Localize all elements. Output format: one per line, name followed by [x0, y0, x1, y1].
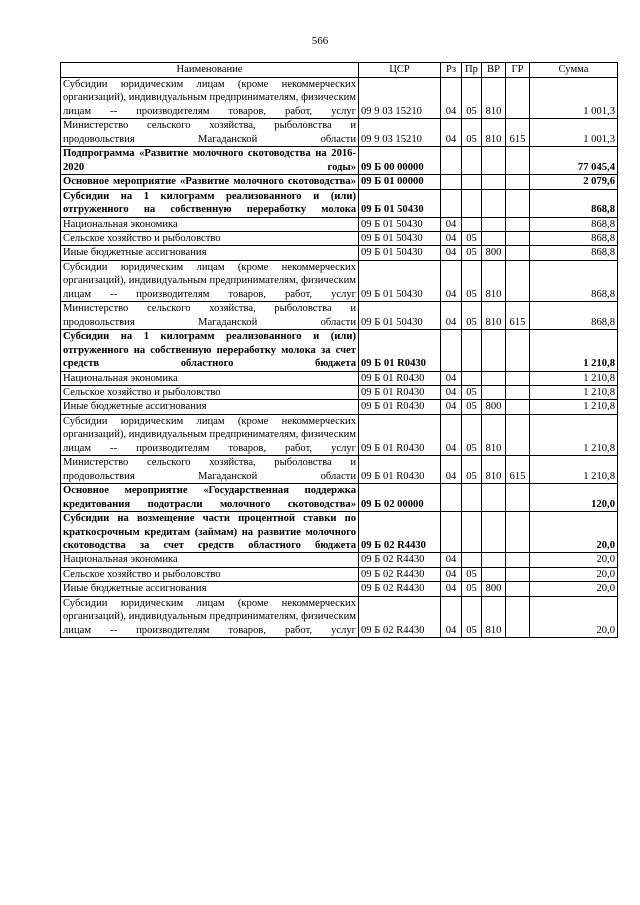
cell-rz: 04 — [441, 231, 462, 245]
table-row — [61, 175, 618, 189]
cell-pr: 05 — [462, 119, 482, 147]
cell-csr: 09 Б 02 R4430 — [359, 567, 441, 581]
cell-vr: 810 — [482, 119, 506, 147]
cell-pr — [462, 175, 482, 189]
cell-name: Иные бюджетные ассигнования — [61, 246, 359, 260]
cell-csr: 09 Б 02 00000 — [359, 484, 441, 512]
cell-name: Министерство сельского хозяйства, рыболовства и продовольствия Магаданской области — [61, 456, 359, 484]
table-row — [61, 456, 618, 484]
header-vr: ВР — [482, 63, 506, 78]
cell-pr: 05 — [462, 400, 482, 414]
table-body — [61, 78, 618, 638]
cell-sum: 20,0 — [530, 582, 618, 596]
cell-sum: 77 045,4 — [530, 147, 618, 175]
table-row — [61, 147, 618, 175]
cell-rz: 04 — [441, 246, 462, 260]
cell-vr: 810 — [482, 78, 506, 119]
cell-rz: 04 — [441, 78, 462, 119]
cell-csr: 09 Б 02 R4430 — [359, 512, 441, 553]
cell-csr: 09 Б 01 R0430 — [359, 400, 441, 414]
cell-name: Субсидии юридическим лицам (кроме некоммерческих организаций), индивидуальным предпринимателям, физическим лицам -- производителям товаров, работ, услуг — [61, 260, 359, 301]
cell-csr: 09 Б 01 50430 — [359, 246, 441, 260]
cell-name: Национальная экономика — [61, 371, 359, 385]
cell-rz: 04 — [441, 385, 462, 399]
cell-gr — [506, 147, 530, 175]
cell-csr: 09 Б 01 R0430 — [359, 330, 441, 371]
table-row — [61, 330, 618, 371]
cell-vr: 800 — [482, 246, 506, 260]
cell-name: Министерство сельского хозяйства, рыболовства и продовольствия Магаданской области — [61, 119, 359, 147]
table-row — [61, 596, 618, 637]
cell-pr — [462, 189, 482, 217]
table-row — [61, 302, 618, 330]
cell-gr — [506, 260, 530, 301]
table-row — [61, 414, 618, 455]
cell-rz: 04 — [441, 302, 462, 330]
cell-csr: 09 Б 00 00000 — [359, 147, 441, 175]
cell-name: Субсидии на возмещение части процентной ставки по краткосрочным кредитам (займам) на развитие молочного скотоводства за счет средств областного бюджета — [61, 512, 359, 553]
cell-rz: 04 — [441, 260, 462, 301]
cell-gr — [506, 400, 530, 414]
cell-vr: 810 — [482, 302, 506, 330]
cell-pr: 05 — [462, 456, 482, 484]
cell-name: Субсидии юридическим лицам (кроме некоммерческих организаций), индивидуальным предпринимателям, физическим лицам -- производителям товаров, работ, услуг — [61, 596, 359, 637]
table-row — [61, 246, 618, 260]
cell-rz: 04 — [441, 414, 462, 455]
cell-vr: 810 — [482, 414, 506, 455]
cell-vr — [482, 147, 506, 175]
cell-pr: 05 — [462, 78, 482, 119]
cell-name: Иные бюджетные ассигнования — [61, 582, 359, 596]
cell-sum: 868,8 — [530, 302, 618, 330]
cell-rz — [441, 512, 462, 553]
cell-pr — [462, 330, 482, 371]
cell-csr: 09 9 03 15210 — [359, 78, 441, 119]
cell-gr — [506, 512, 530, 553]
table-row — [61, 553, 618, 567]
cell-pr — [462, 217, 482, 231]
cell-pr: 05 — [462, 385, 482, 399]
cell-gr — [506, 484, 530, 512]
cell-sum: 1 001,3 — [530, 119, 618, 147]
cell-gr — [506, 231, 530, 245]
cell-gr — [506, 371, 530, 385]
cell-csr: 09 9 03 15210 — [359, 119, 441, 147]
table-row — [61, 78, 618, 119]
cell-vr — [482, 231, 506, 245]
header-rz: Рз — [441, 63, 462, 78]
cell-csr: 09 Б 01 R0430 — [359, 371, 441, 385]
cell-rz — [441, 484, 462, 512]
cell-gr — [506, 596, 530, 637]
cell-pr: 05 — [462, 567, 482, 581]
cell-vr — [482, 175, 506, 189]
table-header — [61, 63, 618, 78]
cell-sum: 1 210,8 — [530, 385, 618, 399]
cell-name: Субсидии на 1 килограмм реализованного и (или) отгруженного на собственную переработку молока за счет средств областного бюджета — [61, 330, 359, 371]
cell-pr — [462, 553, 482, 567]
cell-csr: 09 Б 01 R0430 — [359, 385, 441, 399]
cell-sum: 868,8 — [530, 217, 618, 231]
cell-vr: 810 — [482, 456, 506, 484]
cell-pr: 05 — [462, 231, 482, 245]
cell-sum: 20,0 — [530, 553, 618, 567]
cell-sum: 868,8 — [530, 189, 618, 217]
table-row — [61, 567, 618, 581]
cell-pr: 05 — [462, 246, 482, 260]
header-sum: Сумма — [530, 63, 618, 78]
cell-rz: 04 — [441, 371, 462, 385]
cell-rz: 04 — [441, 553, 462, 567]
cell-name: Субсидии юридическим лицам (кроме некоммерческих организаций), индивидуальным предпринимателям, физическим лицам -- производителям товаров, работ, услуг — [61, 78, 359, 119]
cell-rz: 04 — [441, 567, 462, 581]
cell-csr: 09 Б 01 50430 — [359, 217, 441, 231]
table-row — [61, 400, 618, 414]
cell-vr — [482, 484, 506, 512]
cell-name: Основное мероприятие «Государственная поддержка кредитования подотрасли молочного скотоводства» — [61, 484, 359, 512]
cell-vr: 800 — [482, 582, 506, 596]
table-row — [61, 217, 618, 231]
header-gr: ГР — [506, 63, 530, 78]
cell-gr — [506, 189, 530, 217]
cell-rz: 04 — [441, 582, 462, 596]
cell-pr: 05 — [462, 582, 482, 596]
cell-rz: 04 — [441, 456, 462, 484]
cell-gr — [506, 582, 530, 596]
cell-pr: 05 — [462, 260, 482, 301]
cell-gr: 615 — [506, 302, 530, 330]
cell-name: Основное мероприятие «Развитие молочного скотоводства» — [61, 175, 359, 189]
cell-csr: 09 Б 02 R4430 — [359, 582, 441, 596]
cell-name: Подпрограмма «Развитие молочного скотоводства на 2016-2020 годы» — [61, 147, 359, 175]
cell-sum: 868,8 — [530, 231, 618, 245]
cell-vr: 810 — [482, 260, 506, 301]
cell-gr: 615 — [506, 456, 530, 484]
cell-rz — [441, 175, 462, 189]
cell-gr — [506, 330, 530, 371]
cell-gr — [506, 217, 530, 231]
cell-pr — [462, 147, 482, 175]
cell-sum: 20,0 — [530, 567, 618, 581]
header-row — [61, 63, 618, 78]
cell-vr — [482, 217, 506, 231]
table-row — [61, 582, 618, 596]
cell-sum: 1 001,3 — [530, 78, 618, 119]
cell-name: Субсидии на 1 килограмм реализованного и (или) отгруженного на собственную переработку молока — [61, 189, 359, 217]
table-row — [61, 512, 618, 553]
cell-pr — [462, 512, 482, 553]
header-csr: ЦСР — [359, 63, 441, 78]
cell-sum: 1 210,8 — [530, 456, 618, 484]
cell-pr: 05 — [462, 302, 482, 330]
cell-name: Национальная экономика — [61, 553, 359, 567]
cell-vr — [482, 512, 506, 553]
cell-csr: 09 Б 01 50430 — [359, 260, 441, 301]
cell-csr: 09 Б 01 00000 — [359, 175, 441, 189]
cell-pr — [462, 484, 482, 512]
table-row — [61, 260, 618, 301]
cell-vr — [482, 567, 506, 581]
table-row — [61, 371, 618, 385]
cell-csr: 09 Б 01 50430 — [359, 302, 441, 330]
cell-name: Субсидии юридическим лицам (кроме некоммерческих организаций), индивидуальным предпринимателям, физическим лицам -- производителям товаров, работ, услуг — [61, 414, 359, 455]
table-row — [61, 484, 618, 512]
cell-gr: 615 — [506, 119, 530, 147]
cell-vr: 810 — [482, 596, 506, 637]
table-row — [61, 119, 618, 147]
cell-sum: 20,0 — [530, 596, 618, 637]
cell-vr — [482, 371, 506, 385]
header-name: Наименование — [61, 63, 359, 78]
cell-pr: 05 — [462, 596, 482, 637]
cell-name: Министерство сельского хозяйства, рыболовства и продовольствия Магаданской области — [61, 302, 359, 330]
cell-sum: 20,0 — [530, 512, 618, 553]
cell-vr — [482, 385, 506, 399]
cell-sum: 868,8 — [530, 260, 618, 301]
cell-sum: 1 210,8 — [530, 371, 618, 385]
cell-csr: 09 Б 01 50430 — [359, 231, 441, 245]
cell-csr: 09 Б 01 R0430 — [359, 456, 441, 484]
budget-table — [60, 62, 618, 638]
cell-sum: 868,8 — [530, 246, 618, 260]
table-row — [61, 385, 618, 399]
cell-pr — [462, 371, 482, 385]
cell-name: Сельское хозяйство и рыболовство — [61, 567, 359, 581]
cell-rz — [441, 330, 462, 371]
cell-sum: 1 210,8 — [530, 400, 618, 414]
table-row — [61, 231, 618, 245]
cell-name: Сельское хозяйство и рыболовство — [61, 231, 359, 245]
cell-gr — [506, 78, 530, 119]
cell-csr: 09 Б 01 50430 — [359, 189, 441, 217]
cell-gr — [506, 567, 530, 581]
page-number: 566 — [311, 35, 329, 47]
cell-vr: 800 — [482, 400, 506, 414]
cell-sum: 2 079,6 — [530, 175, 618, 189]
cell-gr — [506, 553, 530, 567]
table-row — [61, 189, 618, 217]
cell-vr — [482, 189, 506, 217]
cell-vr — [482, 330, 506, 371]
cell-name: Национальная экономика — [61, 217, 359, 231]
cell-gr — [506, 385, 530, 399]
cell-name: Сельское хозяйство и рыболовство — [61, 385, 359, 399]
cell-rz: 04 — [441, 400, 462, 414]
cell-rz — [441, 189, 462, 217]
cell-rz: 04 — [441, 217, 462, 231]
cell-rz: 04 — [441, 596, 462, 637]
cell-sum: 1 210,8 — [530, 330, 618, 371]
cell-gr — [506, 246, 530, 260]
cell-vr — [482, 553, 506, 567]
cell-csr: 09 Б 01 R0430 — [359, 414, 441, 455]
cell-gr — [506, 175, 530, 189]
header-pr: Пр — [462, 63, 482, 78]
cell-rz — [441, 147, 462, 175]
cell-gr — [506, 414, 530, 455]
cell-csr: 09 Б 02 R4430 — [359, 553, 441, 567]
cell-csr: 09 Б 02 R4430 — [359, 596, 441, 637]
cell-rz: 04 — [441, 119, 462, 147]
cell-sum: 1 210,8 — [530, 414, 618, 455]
cell-name: Иные бюджетные ассигнования — [61, 400, 359, 414]
cell-pr: 05 — [462, 414, 482, 455]
cell-sum: 120,0 — [530, 484, 618, 512]
